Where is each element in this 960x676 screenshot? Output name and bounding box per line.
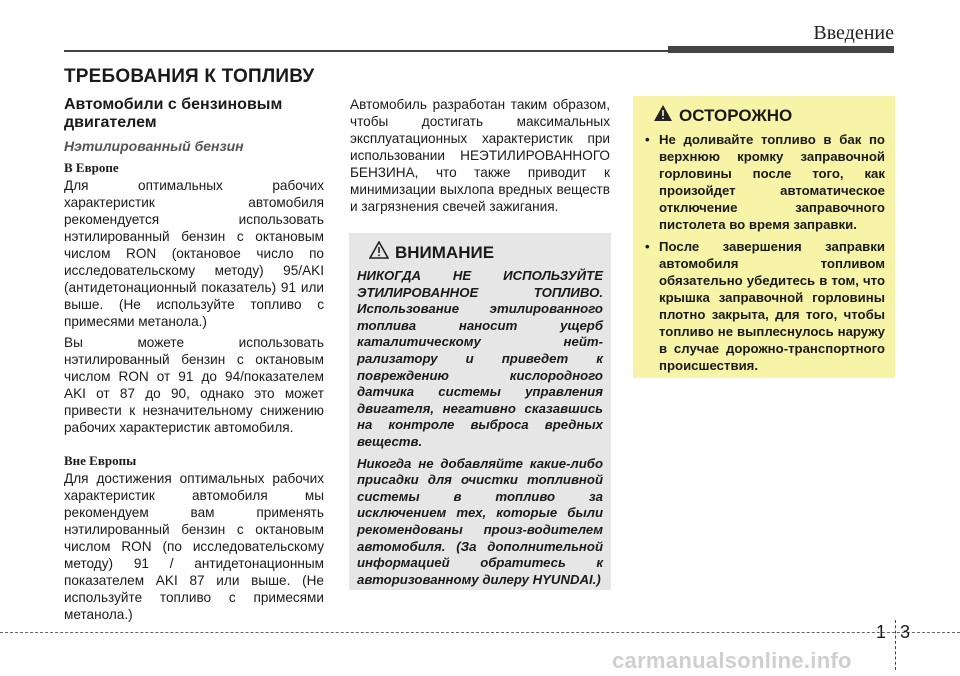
outside-europe-heading: Вне Европы xyxy=(64,453,137,468)
warning-triangle-outline-icon xyxy=(369,241,389,264)
bullet-icon: • xyxy=(645,132,650,147)
section-title: Введение xyxy=(813,22,894,44)
watermark: carmanualsonline.info xyxy=(612,648,852,673)
notice-paragraph-2: Никогда не добавляйте какие-либо присадки для очистки топливной системы в топливо за исключением тех, которые были рекомендованы произ-водителем автомобиля. (За дополнительной информацией обратитесь к авторизованному дилеру HYUNDAI.) xyxy=(357,455,603,587)
bullet-icon: • xyxy=(645,239,650,254)
footer-divider xyxy=(0,632,960,633)
caution-title: ОСТОРОЖНО xyxy=(679,105,793,125)
chapter-number: 1 xyxy=(876,622,887,642)
header-rule-thin xyxy=(64,50,668,52)
gasoline-engine-heading: Автомобили с бензиновым двигателем xyxy=(64,96,283,131)
caution-item xyxy=(645,238,885,374)
unleaded-subheading: Нэтилированный бензин xyxy=(64,138,244,154)
header-rule-thick xyxy=(668,46,894,53)
notice-title: ВНИМАНИЕ xyxy=(395,242,495,262)
caution-item-text: Не доливайте топливо в бак по верхнюю кромку заправочной горловины после того, как произойдет автоматическое отключение заправочного пистолета во время заправки. xyxy=(659,132,885,232)
notice-box xyxy=(349,233,611,590)
middle-column xyxy=(350,96,610,219)
page-number: 3 xyxy=(900,622,911,642)
notice-header xyxy=(369,241,603,264)
design-paragraph: Автомобиль разработан таким образом, чтобы достигать максимальных эксплуатационных характеристик при использовании НЕЭТИЛИРОВАННОГО БЕНЗИНА, что также приводит к минимизации выхлопа вредных веществ и загрязнения свечей зажигания. xyxy=(350,97,610,214)
caution-header xyxy=(653,104,885,127)
caution-item-text: После завершения заправки автомобиля топливом обязательно убедитесь в том, что крышка заправочной горловины плотно закрыта, для того, чтобы топливо не выплеснулось наружу в случае дорожно-транспортного происшествия. xyxy=(659,239,885,373)
europe-heading: В Европе xyxy=(64,160,119,175)
caution-item xyxy=(645,131,885,233)
notice-paragraph-1: НИКОГДА НЕ ИСПОЛЬЗУЙТЕ ЭТИЛИРОВАННОЕ ТОПЛИВО. Использование этилированного топлива наносит ущерб каталитическому нейт-рализатору и приведет к повреждению кислородного датчика системы управления двигателя, негативно сказавшись на контроле выброса вредных веществ. xyxy=(357,268,603,449)
left-column xyxy=(64,96,324,627)
europe-paragraph-1: Для оптимальных рабочих характеристик автомобиля рекомендуется использовать нэтилированный бензин с октановым числом RON (октановое число по исследовательскому методу) 95/AKI (антидетонационный показатель) 91 или выше. (Не используйте топливо с примесями метанола.) xyxy=(64,178,324,329)
page-number-separator xyxy=(895,620,896,670)
page-heading: ТРЕБОВАНИЯ К ТОПЛИВУ xyxy=(64,66,315,87)
europe-paragraph-2: Вы можете использовать нэтилированный бензин с октановым числом RON от 91 до 94/показателем AKI от 87 до 90, однако это может привести к незначительному снижению рабочих характеристик автомобиля. xyxy=(64,335,324,435)
caution-box xyxy=(633,96,895,378)
outside-europe-paragraph: Для достижения оптимальных рабочих характеристик автомобиля мы рекомендуем вам применять нэтилированный бензин с октановым числом RON (по исследовательскому методу) 91 / антидетонационным показателем AKI 87 или выше. (Не используйте топливо с примесями метанола.) xyxy=(64,471,324,622)
caution-list xyxy=(643,131,885,374)
warning-triangle-filled-icon xyxy=(653,104,673,127)
